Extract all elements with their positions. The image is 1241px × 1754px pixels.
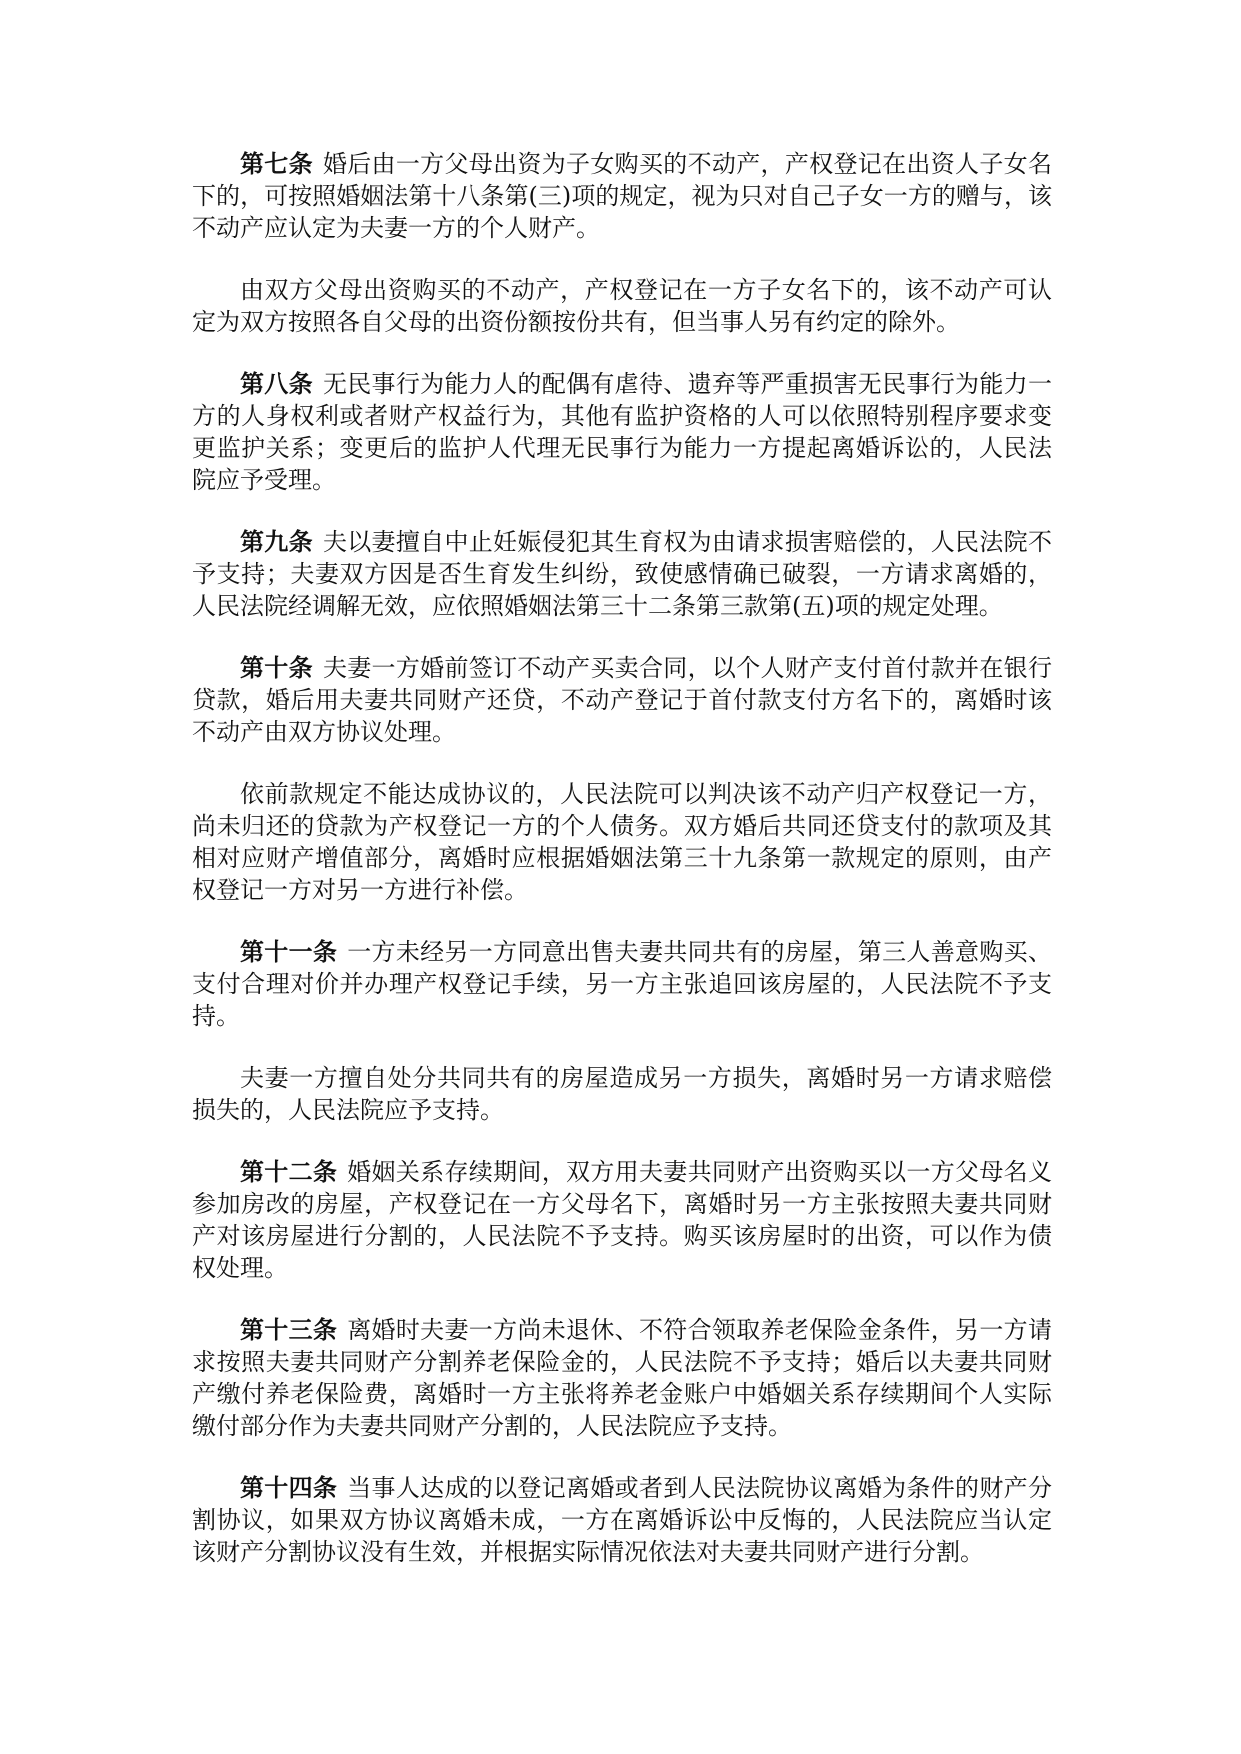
paragraph-article-10 xyxy=(192,652,1052,748)
paragraph-text: 婚后由一方父母出资为子女购买的不动产，产权登记在出资人子女名下的，可按照婚姻法第十八条第(三)项的规定，视为只对自己子女一方的赠与，该不动产应认定为夫妻一方的个人财产。 xyxy=(192,150,1052,242)
paragraph-text: 夫妻一方婚前签订不动产买卖合同，以个人财产支付首付款并在银行贷款，婚后用夫妻共同财产还贷，不动产登记于首付款支付方名下的，离婚时该不动产由双方协议处理。 xyxy=(192,654,1052,746)
paragraph-article-7-clause-2 xyxy=(192,274,1052,338)
paragraph-article-11-clause-2 xyxy=(192,1062,1052,1126)
paragraph-text: 由双方父母出资购买的不动产，产权登记在一方子女名下的，该不动产可认定为双方按照各自父母的出资份额按份共有，但当事人另有约定的除外。 xyxy=(192,276,1052,336)
paragraph-text: 夫以妻擅自中止妊娠侵犯其生育权为由请求损害赔偿的，人民法院不予支持；夫妻双方因是否生育发生纠纷，致使感情确已破裂，一方请求离婚的，人民法院经调解无效，应依照婚姻法第三十二条第三款第(五)项的规定处理。 xyxy=(192,528,1052,620)
paragraph-text: 一方未经另一方同意出售夫妻共同共有的房屋，第三人善意购买、支付合理对价并办理产权登记手续，另一方主张追回该房屋的，人民法院不予支持。 xyxy=(192,938,1052,1030)
article-number: 第八条 xyxy=(240,369,313,398)
paragraph-article-14 xyxy=(192,1472,1052,1568)
article-number: 第十二条 xyxy=(240,1157,338,1186)
paragraph-text: 婚姻关系存续期间，双方用夫妻共同财产出资购买以一方父母名义参加房改的房屋，产权登记在一方父母名下，离婚时另一方主张按照夫妻共同财产对该房屋进行分割的，人民法院不予支持。购买该房屋时的出资，可以作为债权处理。 xyxy=(192,1158,1052,1282)
paragraph-text: 依前款规定不能达成协议的，人民法院可以判决该不动产归产权登记一方，尚未归还的贷款为产权登记一方的个人债务。双方婚后共同还贷支付的款项及其相对应财产增值部分，离婚时应根据婚姻法第三十九条第一款规定的原则，由产权登记一方对另一方进行补偿。 xyxy=(192,780,1052,904)
paragraph-article-13 xyxy=(192,1314,1052,1442)
article-number: 第十一条 xyxy=(240,937,338,966)
paragraph-article-9 xyxy=(192,526,1052,622)
paragraph-text: 夫妻一方擅自处分共同共有的房屋造成另一方损失，离婚时另一方请求赔偿损失的，人民法院应予支持。 xyxy=(192,1064,1052,1124)
paragraph-article-12 xyxy=(192,1156,1052,1284)
paragraph-article-11 xyxy=(192,936,1052,1032)
paragraph-article-10-clause-2 xyxy=(192,778,1052,906)
paragraph-text: 离婚时夫妻一方尚未退休、不符合领取养老保险金条件，另一方请求按照夫妻共同财产分割养老保险金的，人民法院不予支持；婚后以夫妻共同财产缴付养老保险费，离婚时一方主张将养老金账户中婚姻关系存续期间个人实际缴付部分作为夫妻共同财产分割的，人民法院应予支持。 xyxy=(192,1316,1052,1440)
document-body xyxy=(192,148,1052,1598)
paragraph-text: 无民事行为能力人的配偶有虐待、遗弃等严重损害无民事行为能力一方的人身权利或者财产权益行为，其他有监护资格的人可以依照特别程序要求变更监护关系；变更后的监护人代理无民事行为能力一方提起离婚诉讼的，人民法院应予受理。 xyxy=(192,370,1052,494)
article-number: 第七条 xyxy=(240,149,313,178)
paragraph-text: 当事人达成的以登记离婚或者到人民法院协议离婚为条件的财产分割协议，如果双方协议离婚未成，一方在离婚诉讼中反悔的，人民法院应当认定该财产分割协议没有生效，并根据实际情况依法对夫妻共同财产进行分割。 xyxy=(192,1474,1052,1566)
article-number: 第十条 xyxy=(240,653,313,682)
paragraph-article-7 xyxy=(192,148,1052,244)
article-number: 第十四条 xyxy=(240,1473,338,1502)
paragraph-article-8 xyxy=(192,368,1052,496)
article-number: 第十三条 xyxy=(240,1315,338,1344)
article-number: 第九条 xyxy=(240,527,313,556)
